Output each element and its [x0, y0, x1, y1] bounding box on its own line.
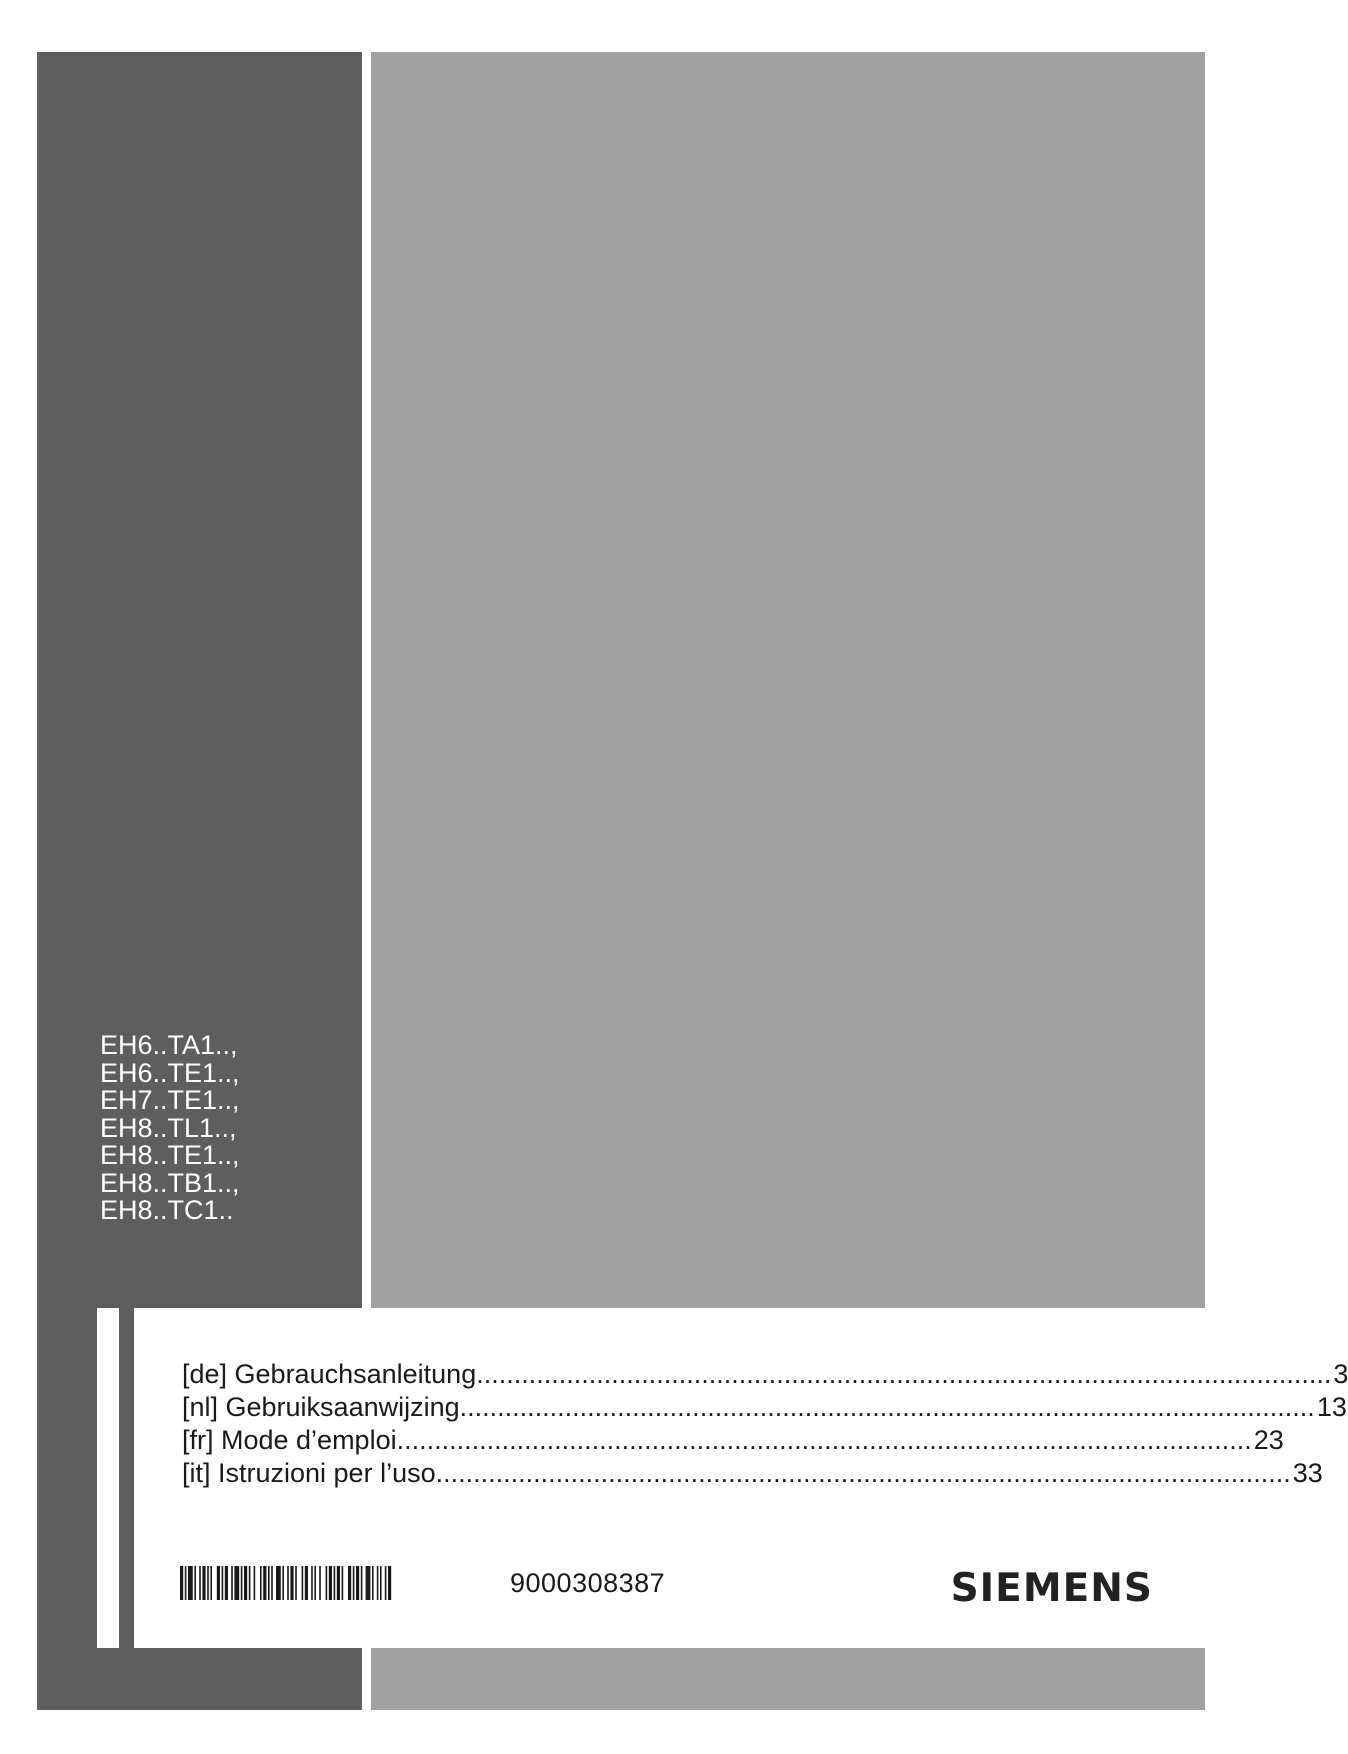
model-item: EH7..TE1.., [100, 1085, 240, 1115]
toc-entry-nl[interactable] [182, 1391, 1347, 1424]
table-of-contents [182, 1358, 1348, 1490]
toc-page-number: 3 [1333, 1359, 1348, 1389]
barcode-number: 9000308387 [510, 1567, 666, 1598]
model-list [100, 1032, 350, 1225]
toc-page-number: 23 [1253, 1425, 1284, 1455]
toc-title: [it] Istruzioni per l’uso [182, 1458, 436, 1488]
model-item: EH8..TC1.. [100, 1195, 234, 1225]
model-item: EH8..TB1.., [100, 1167, 240, 1198]
toc-entry-it[interactable] [182, 1457, 1323, 1490]
toc-entry-fr[interactable] [182, 1424, 1284, 1457]
model-item: EH8..TE1.., [100, 1140, 240, 1170]
toc-title: [de] Gebrauchsanleitung [182, 1359, 477, 1389]
toc-dot-leader: .................................................................................................................. [476, 1359, 1332, 1389]
toc-page-number: 13 [1316, 1392, 1347, 1422]
toc-title: [fr] Mode d’emploi [182, 1425, 397, 1455]
toc-page-number: 33 [1292, 1458, 1323, 1488]
toc-dot-leader: .................................................................................................................. [459, 1392, 1315, 1422]
model-item: EH8..TL1.., [100, 1112, 237, 1143]
toc-dot-leader: .................................................................................................................. [435, 1458, 1291, 1488]
contents-card [134, 1308, 1348, 1648]
barcode-icon [180, 1566, 506, 1600]
white-accent-bar [97, 1308, 119, 1648]
barcode-block [180, 1566, 665, 1600]
toc-entry-de[interactable] [182, 1358, 1348, 1391]
model-item: EH6..TA1.., [100, 1030, 238, 1060]
toc-title: [nl] Gebruiksaanwijzing [182, 1392, 460, 1422]
model-item: EH6..TE1.., [100, 1057, 240, 1088]
siemens-logo: SIEMENS [950, 1566, 1153, 1611]
toc-dot-leader: .................................................................................................................. [396, 1425, 1252, 1455]
